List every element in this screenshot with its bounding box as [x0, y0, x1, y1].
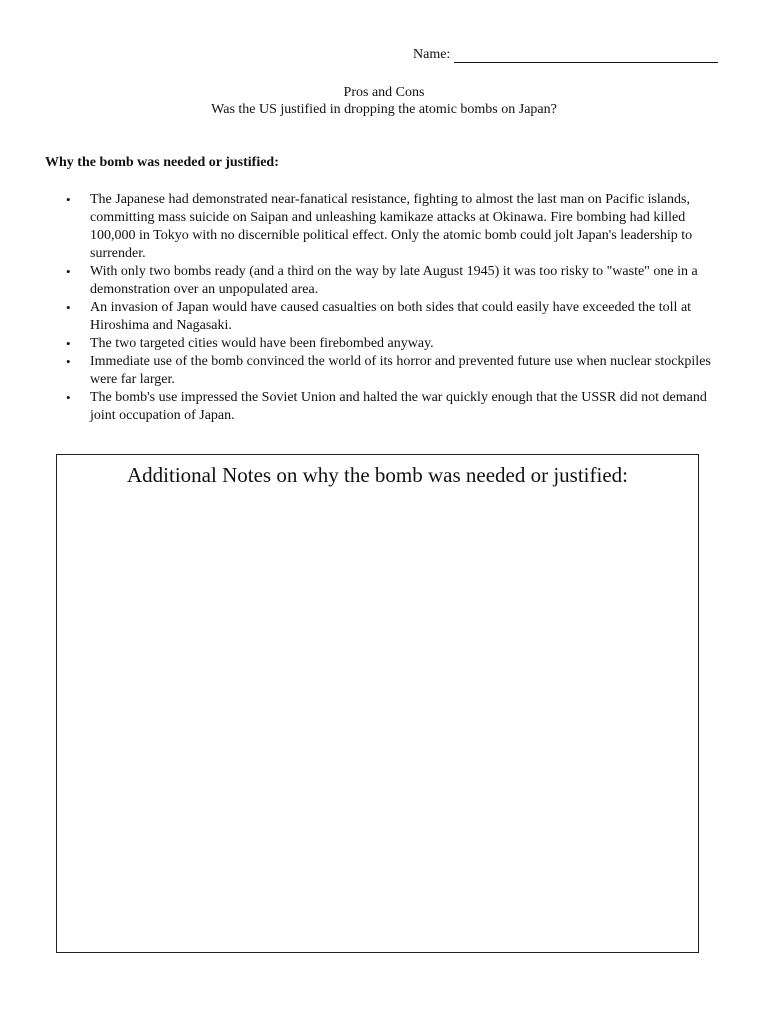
name-field[interactable] — [413, 47, 718, 63]
notes-box-title: Additional Notes on why the bomb was needed or justified: — [127, 463, 628, 487]
additional-notes-box[interactable] — [56, 454, 699, 953]
worksheet-title — [0, 84, 768, 118]
bullet-icon: • — [66, 300, 71, 315]
bullet-icon: • — [66, 390, 71, 405]
list-item-text: An invasion of Japan would have caused casualties on both sides that could easily have exceeded the toll at Hiroshima and Nagasaki. — [90, 300, 692, 333]
reasons-list — [62, 191, 732, 425]
section-heading: Why the bomb was needed or justified: — [45, 155, 279, 170]
list-item — [62, 299, 732, 335]
list-item — [62, 353, 732, 389]
bullet-icon: • — [66, 192, 71, 207]
bullet-icon: • — [66, 264, 71, 279]
list-item-text: The two targeted cities would have been firebombed anyway. — [90, 336, 434, 351]
list-item-text: The bomb's use impressed the Soviet Union and halted the war quickly enough that the USSR did not demand joint occupation of Japan. — [90, 390, 707, 423]
list-item — [62, 335, 732, 353]
list-item — [62, 263, 732, 299]
title-line-1: Pros and Cons — [343, 85, 425, 100]
list-item-text: Immediate use of the bomb convinced the world of its horror and prevented future use when nuclear stockpiles were far larger. — [90, 354, 711, 387]
title-line-2: Was the US justified in dropping the atomic bombs on Japan? — [211, 102, 557, 117]
list-item-text: With only two bombs ready (and a third on the way by late August 1945) it was too risky to "waste" one in a demonstration over an unpopulated area. — [90, 264, 698, 297]
bullet-icon: • — [66, 354, 71, 369]
name-label: Name: — [413, 47, 451, 62]
bullet-icon: • — [66, 336, 71, 351]
list-item — [62, 389, 732, 425]
list-item-text: The Japanese had demonstrated near-fanatical resistance, fighting to almost the last man on Pacific islands, committing mass suicide on Saipan and unleashing kamikaze attacks at Okinawa. Fire bombing had killed 100,000 in Tokyo with no discernible political effect. Only the atomic bomb could jolt Japan's leadership to surrender. — [90, 192, 693, 261]
list-item — [62, 191, 732, 263]
name-blank-line[interactable] — [454, 47, 718, 63]
